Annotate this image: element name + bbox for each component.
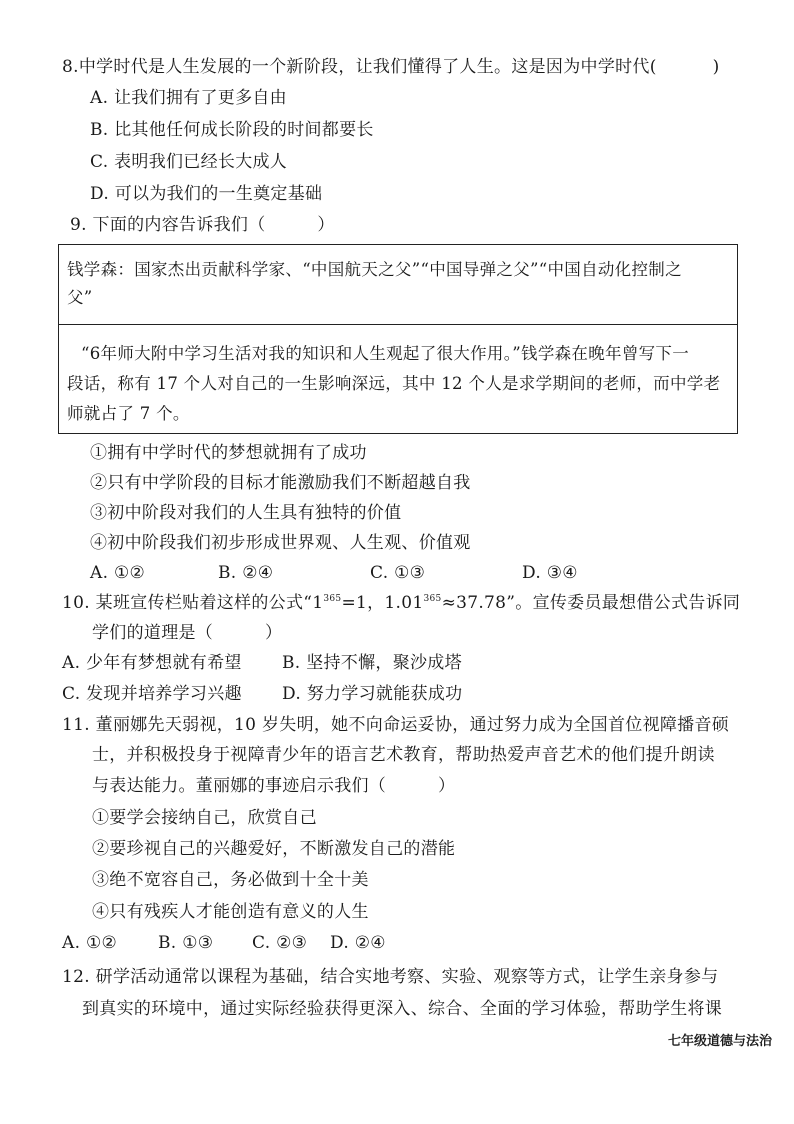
q11-statement-3: ③绝不宽容自己，务必做到十全十美	[92, 870, 369, 890]
q9-option-a: A. ①②	[90, 563, 146, 583]
q9-statement-1: ①拥有中学时代的梦想就拥有了成功	[90, 443, 367, 463]
q11-option-d: D. ②④	[330, 933, 386, 953]
q9-statement-3: ③初中阶段对我们的人生具有独特的价值	[90, 503, 402, 523]
q9-box-top-line-1: 钱学森：国家杰出贡献科学家、“中国航天之父”“中国导弹之父”“中国自动化控制之	[67, 260, 682, 279]
page-footer-subject: 七年级道德与法治	[667, 1034, 772, 1049]
q8-option-a: A. 让我们拥有了更多自由	[90, 88, 287, 108]
q10-option-c: C. 发现并培养学习兴趣	[62, 684, 242, 704]
q11-stem-line-2: 士，并积极投身于视障青少年的语言艺术教育，帮助热爱声音艺术的他们提升朗读	[92, 745, 715, 765]
q9-option-c: C. ①③	[370, 563, 426, 583]
q11-statement-4: ④只有残疾人才能创造有意义的人生	[92, 902, 369, 922]
q11-statement-1: ①要学会接纳自己，欣赏自己	[92, 808, 317, 828]
q11-option-c: C. ②③	[252, 933, 308, 953]
q12-stem-line-2: 到真实的环境中，通过实际经验获得更深入、综合、全面的学习体验，帮助学生将课	[82, 999, 723, 1019]
q9-box-top-line-2: 父”	[67, 288, 93, 307]
q11-statement-2: ②要珍视自己的兴趣爱好，不断激发自己的潜能	[92, 839, 456, 859]
q9-box-divider	[59, 324, 737, 325]
q8-stem: 8.中学时代是人生发展的一个新阶段，让我们懂得了人生。这是因为中学时代( )	[62, 57, 720, 77]
q8-option-b: B. 比其他任何成长阶段的时间都要长	[90, 120, 374, 140]
q10-stem-line-2: 学们的道理是（ ）	[92, 623, 283, 643]
q10-option-a: A. 少年有梦想就有希望	[62, 653, 242, 673]
q9-material-box	[58, 244, 738, 434]
q10-option-b: B. 坚持不懈，聚沙成塔	[282, 653, 462, 673]
q8-option-c: C. 表明我们已经长大成人	[90, 152, 288, 172]
q10-stem-line-1: 10. 某班宣传栏贴着这样的公式“$1^{365}=1$，$1.01^{365}\approx 37.78$”。宣传委员最想借公式告诉同	[62, 593, 741, 613]
q9-statement-4: ④初中阶段我们初步形成世界观、人生观、价值观	[90, 533, 471, 553]
q11-stem-line-3: 与表达能力。董丽娜的事迹启示我们（ ）	[92, 776, 456, 796]
q11-option-a: A. ①②	[62, 933, 118, 953]
q10-option-d: D. 努力学习就能获成功	[282, 684, 463, 704]
q9-option-d: D. ③④	[522, 563, 578, 583]
q12-stem-line-1: 12. 研学活动通常以课程为基础，结合实地考察、实验、观察等方式，让学生亲身参与	[62, 967, 719, 987]
q11-option-b: B. ①③	[158, 933, 214, 953]
q9-box-bottom-line-1: “6年师大附中学习生活对我的知识和人生观起了很大作用。”钱学森在晚年曾写下一	[81, 344, 690, 363]
q9-stem: 9. 下面的内容告诉我们（ ）	[70, 215, 335, 235]
q9-option-b: B. ②④	[218, 563, 274, 583]
q9-box-bottom-line-2: 段话，称有 17 个人对自己的一生影响深远，其中 12 个人是求学期间的老师，而中学老	[67, 374, 721, 393]
q8-option-d: D. 可以为我们的一生奠定基础	[90, 184, 323, 204]
q9-statement-2: ②只有中学阶段的目标才能激励我们不断超越自我	[90, 473, 471, 493]
q11-stem-line-1: 11. 董丽娜先天弱视，10 岁失明，她不向命运妥协，通过努力成为全国首位视障播音硕	[62, 715, 730, 735]
q9-box-bottom-line-3: 师就占了 7 个。	[67, 404, 190, 423]
